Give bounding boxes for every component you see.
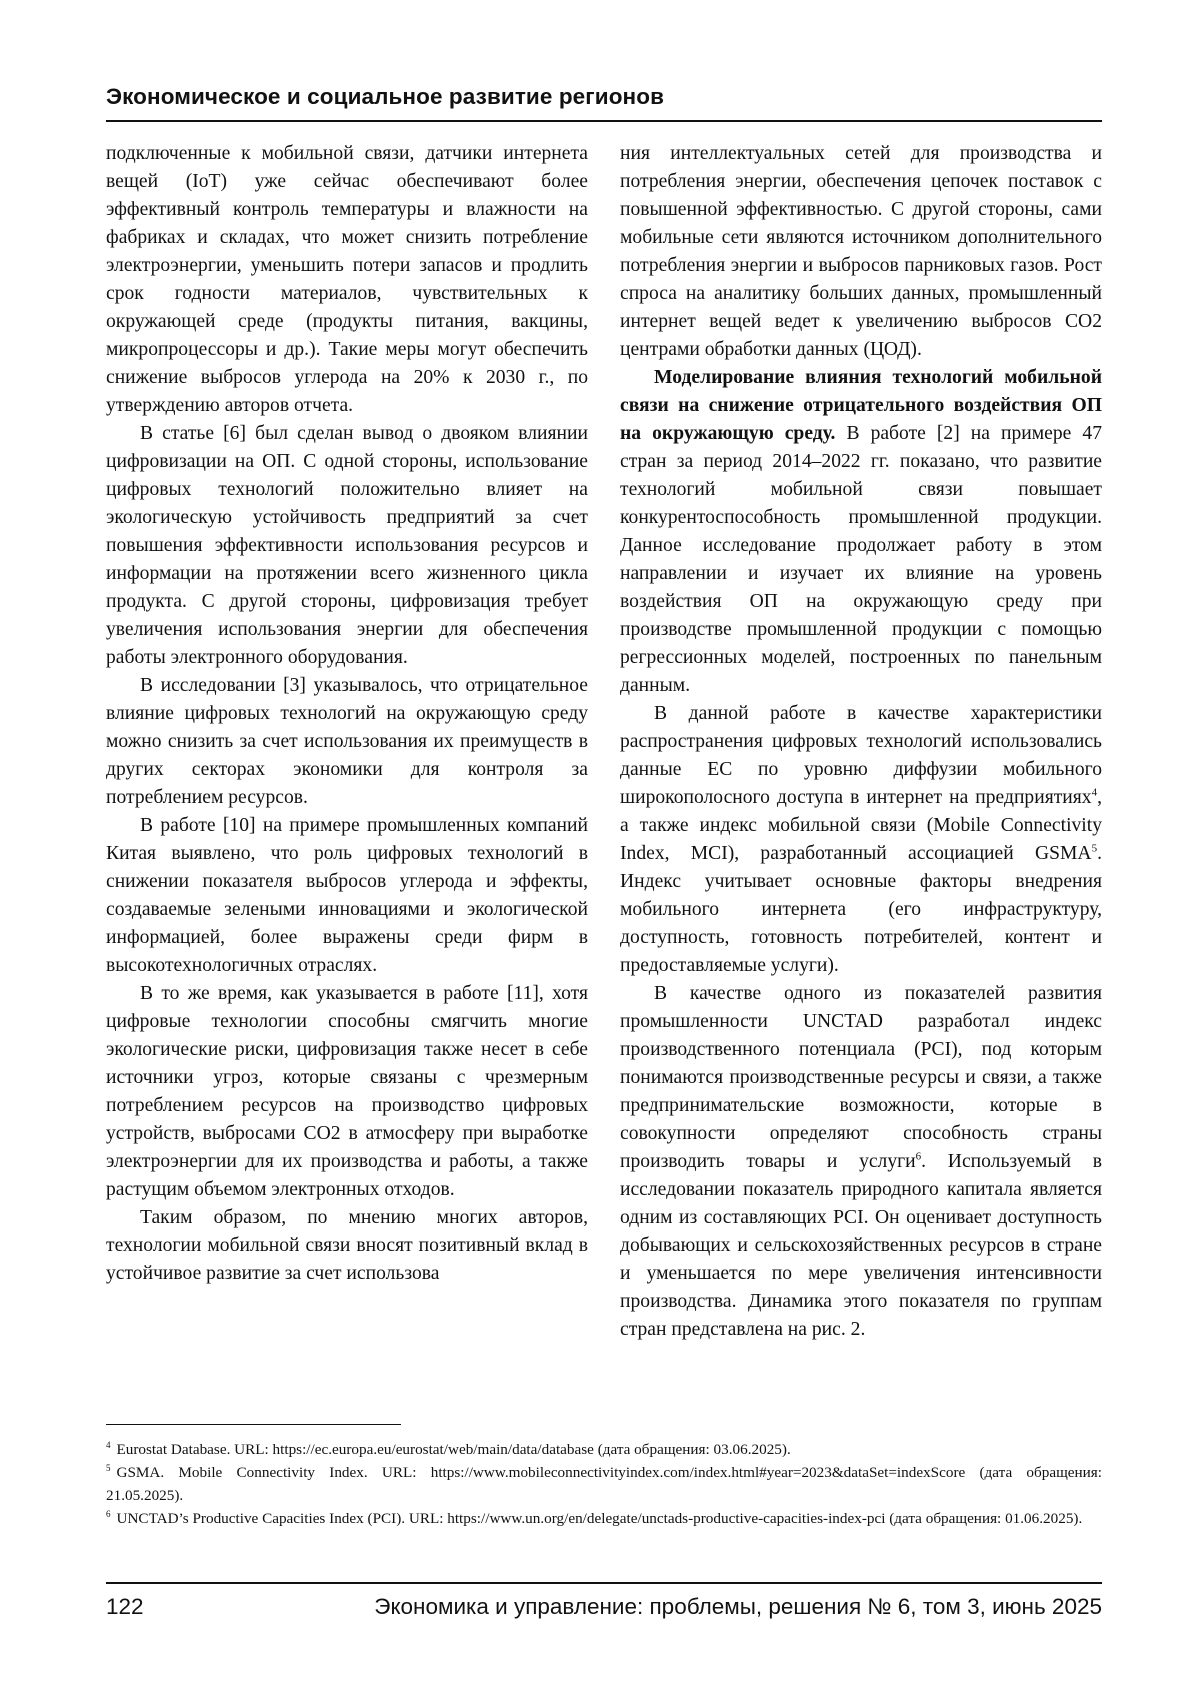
header-divider [106, 120, 1102, 122]
footnote [106, 1507, 1102, 1530]
left-column [106, 140, 588, 1288]
journal-citation: Экономика и управление: проблемы, решения № 6, том 3, июнь 2025 [374, 1594, 1102, 1619]
footnote-ref[interactable]: 6 [915, 1150, 922, 1163]
body-paragraph: Таким образом, по мнению многих авторов, технологии мобильной связи вносят позитивный вклад в устойчивое развитие за счет использова [106, 1207, 588, 1284]
footnote-divider [106, 1424, 401, 1425]
footnote [106, 1461, 1102, 1507]
body-paragraph: ния интеллектуальных сетей для производства и потребления энергии, обеспечения цепочек поставок с повышенной эффективностью. С другой стороны, сами мобильные сети являются источником дополнительного потребления энергии и выбросов парниковых газов. Рост спроса на аналитику больших данных, промышленный интернет вещей ведет к увеличению выбросов CO2 центрами обработки данных (ЦОД). [620, 143, 1102, 360]
body-paragraph: В работе [10] на примере промышленных компаний Китая выявлено, что роль цифровых технологий в снижении показателя выбросов углерода и эффекты, создаваемые зелеными инновациями и экологической информацией, более выражены среди фирм в высокотехнологичных отраслях. [106, 815, 588, 976]
footnote-ref[interactable]: 4 [1091, 786, 1098, 799]
page-number: 122 [106, 1594, 144, 1619]
page-footer [106, 1594, 1102, 1628]
footnote-number: 4 [106, 1439, 111, 1450]
footer-divider [106, 1582, 1102, 1584]
body-paragraph: В то же время, как указывается в работе [11], хотя цифровые технологии способны смягчить многие экологические риски, цифровизация также несет в себе источники угроз, которые связаны с чрезмерным потреблением ресурсов на производство цифровых устройств, выбросами CO2 в атмосферу при выработке электроэнергии для их производства и работы, а также растущим объемом электронных отходов. [106, 983, 588, 1200]
body-paragraph: подключенные к мобильной связи, датчики интернета вещей (IoT) уже сейчас обеспечивают более эффективный контроль температуры и влажности на фабриках и складах, что может снизить потребление электроэнергии, уменьшить потери запасов и продлить срок годности материалов, чувствительных к окружающей среде (продукты питания, вакцины, микропроцессоры и др.). Такие меры могут обеспечить снижение выбросов углерода на 20% к 2030 г., по утверждению авторов отчета. [106, 143, 588, 416]
footnote [106, 1438, 1102, 1461]
body-paragraph [620, 980, 1102, 1344]
text-run: , а также индекс мобильной связи (Mobile Connectivity Index, MCI), разработанный ассоциацией GSMA [620, 787, 1102, 864]
text-run: В качестве одного из показателей развития промышленности UNCTAD разработал индекс производственного потенциала (PCI), под которым понимаются производственные ресурсы и связи, а также предпринимательские возможности, которые в совокупности определяют способность страны производить товары и услуги [620, 983, 1102, 1172]
footnote-number: 6 [106, 1508, 111, 1519]
footnote-number: 5 [106, 1462, 111, 1473]
section-heading: Моделирование влияния технологий мобильной связи на снижение отрицательного воздействия ОП на окружающую среду. [620, 367, 1102, 444]
footnote-text: GSMA. Mobile Connectivity Index. URL: https://www.mobileconnectivityindex.com/index.html#year=2023&dataSet=indexScore (дата обращения: 21.05.2025). [106, 1464, 1102, 1504]
running-header: Экономическое и социальное развитие регионов [106, 84, 665, 109]
section-paragraph [620, 364, 1102, 700]
section-text: В работе [2] на примере 47 стран за период 2014–2022 гг. показано, что развитие технологий мобильной связи повышает конкурентоспособность промышленной продукции. Данное исследование продолжает работу в этом направлении и изучает их влияние на уровень воздействия ОП на окружающую среду при производстве промышленной продукции с помощью регрессионных моделей, построенных по панельным данным. [620, 423, 1102, 696]
footnote-text: Eurostat Database. URL: https://ec.europa.eu/eurostat/web/main/data/database (дата обращения: 03.06.2025). [116, 1441, 791, 1458]
footnotes [106, 1438, 1102, 1530]
text-run: В данной работе в качестве характеристики распространения цифровых технологий использовались данные ЕС по уровню диффузии мобильного широкополосного доступа в интернет на предприятиях [620, 703, 1102, 808]
body-paragraph [620, 700, 1102, 980]
text-run: . Индекс учитывает основные факторы внедрения мобильного интернета (его инфраструктуру, доступность, готовность потребителей, контент и предоставляемые услуги). [620, 843, 1102, 976]
body-paragraph: В статье [6] был сделан вывод о двояком влиянии цифровизации на ОП. С одной стороны, использование цифровых технологий положительно влияет на экологическую устойчивость предприятий за счет повышения эффективности использования ресурсов и информации на протяжении всего жизненного цикла продукта. С другой стороны, цифровизация требует увеличения использования энергии для обеспечения работы электронного оборудования. [106, 423, 588, 668]
text-run: . Используемый в исследовании показатель природного капитала является одним из составляющих PCI. Он оценивает доступность добывающих и сельскохозяйственных ресурсов в стране и уменьшается по мере увеличения интенсивности производства. Динамика этого показателя по группам стран представлена на рис. 2. [620, 1151, 1102, 1340]
body-paragraph: В исследовании [3] указывалось, что отрицательное влияние цифровых технологий на окружающую среду можно снизить за счет использования их преимуществ в других секторах экономики для контроля за потреблением ресурсов. [106, 675, 588, 808]
right-column [620, 140, 1102, 1344]
footnote-text: UNCTAD’s Productive Capacities Index (PCI). URL: https://www.un.org/en/delegate/unctads-productive-capacities-index-pci (дата обращения: 01.06.2025). [116, 1510, 1083, 1527]
footnote-ref[interactable]: 5 [1091, 842, 1098, 855]
